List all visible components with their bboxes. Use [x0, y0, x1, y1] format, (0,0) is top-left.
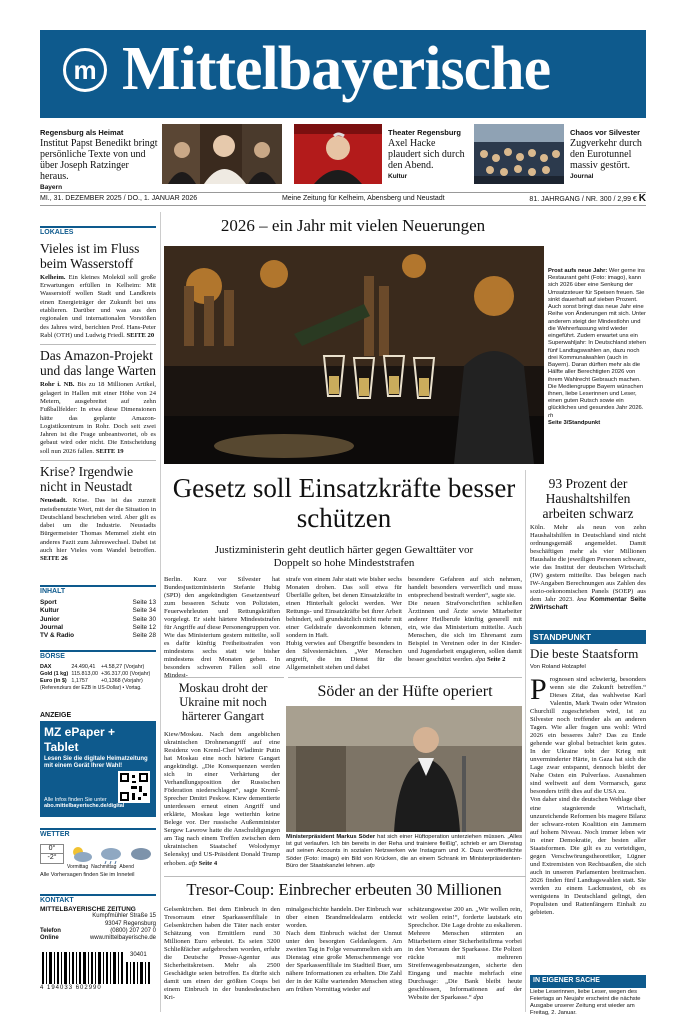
boerse-note: (Referenzkurs der EZB in US-Dollar) • Vortag.: [40, 685, 142, 692]
standpunkt-title[interactable]: Die beste Staatsform: [530, 646, 639, 661]
contact-phone: Telefon (0800) 207 207 0: [40, 928, 156, 935]
teaser-section: Bayern: [40, 184, 63, 192]
cloud-icon: [128, 844, 154, 864]
lokal-2-title[interactable]: Das Amazon-Projekt und das lange Warten: [40, 348, 157, 379]
tagline: Meine Zeitung für Kelheim, Abensberg und Neustadt: [281, 194, 445, 202]
main-col-1: Berlin. Kurz vor Silvester hat Bundesjustizministerin Stefanie Hubig (SPD) den angekündigten Gesetzentwurf zum besseren Schutz von Polizisten, Feuerwehrleuten und Rettungskräften vorgelegt. Er sieht härtere Mindeststrafen für Angriffe auf diese Personengruppen vor. Wie das Ministerium gestern mitteilte, soll es dafür künftig Freiheitsstrafen von mindestens sechs statt wie bisher mindestens drei Monaten geben. In besonders schweren Fällen soll eine Mindest-: [164, 576, 280, 680]
weather-title: WETTER: [40, 828, 156, 840]
weather-note: Alle Vorhersagen finden Sie im Inneteil: [40, 871, 135, 878]
epaper-ad[interactable]: [40, 721, 156, 817]
dropcap: P: [530, 673, 547, 706]
teaser-title: Zugverkehr durch den Eurotunnel massiv gestört.: [570, 138, 642, 172]
weather-row: [40, 844, 156, 864]
side-headline[interactable]: 93 Prozent der Haushaltshilfen arbeiten schwarz: [542, 476, 634, 522]
soeder-headline[interactable]: Söder an der Hüfte operiert: [317, 683, 493, 700]
standpunkt-label: STANDPUNKT: [530, 630, 646, 644]
side-text: Köln. Mehr als neun von zehn Haushaltshilfen in Deutschland sind nicht ordnungsgemäß angemeldet. Damit beschäftigen mehr als vier Millionen Haushalte die jeweiligen Personen schwarz, wie das Institut der deutschen Wirtschaft (IW) gestern mitteilte. Das belegen nach IW-Angaben Berechnungen aus Zahlen des sozio-oekonomischen Panels (SOEP) aus dem Jahr 2023. kna Kommentar Seite 2/Wirtschaft: [530, 524, 646, 612]
teaser-section: Kultur: [388, 173, 408, 181]
lokal-2-text: Rohr i. NB. Bis zu 18 Millionen Artikel, gelagert in Hallen mit einer Höhe von 24 Metern, ausgebreitet auf zehn Fußballfelder: In etwa diese Dimensionen hätte das geplante Amazon-Logistikzentrum in Rohr. Doch seit zwei Jahren ist die Frage unbeantwortet, ob es gebaut wird oder nicht. Die Entscheidung soll nun 2026 fallen. SEITE 19: [40, 381, 156, 455]
issue-date: MI., 31. DEZEMBER 2025 / DO., 1. JANUAR 2026: [40, 194, 198, 202]
teaser-1-photo[interactable]: [162, 124, 282, 184]
main-subhead: Justizministerin geht deutlich härter gegen Gewalttäter vor Doppelt so hohe Mindeststrafen: [214, 544, 474, 570]
ad-title: MZ ePaper + Tablet: [44, 725, 116, 754]
inhalt-row[interactable]: Journal Seite 12: [40, 624, 156, 632]
contact-box: [40, 894, 156, 943]
main-col-3: besondere Gefahren auf sich nehmen, handelt besonders verwerflich und muss entsprechend bestraft werden“, sagte sie. Die neuen Strafvorschriften schließen Ärztinnen und Ärzte sowie Mitarbeiter anderer Heilberufe künftig generell mit ein, wie das Ministerium mitteilte. Auch Menschen, die sich im Ehrenamt zum Beispiel in Vereinen oder in der Kinder- und Jugendarbeit engagieren, sollen damit besser geschützt werden. dpa Seite 2: [408, 576, 522, 664]
section-label-lokales: LOKALES: [40, 226, 156, 238]
weather-labels: Vormittag Nachmittag Abend: [67, 863, 134, 870]
teaser-title: Axel Hacke plaudert sich durch den Abend.: [388, 138, 465, 172]
main-headline[interactable]: Gesetz soll Einsatzkräfte besser schützen: [172, 473, 516, 533]
standpunkt-text: Prognosen sind schwierig, besonders wenn sie die Zukunft betreffen.“ Dieses Zitat, das wahlweise Karl Valentin, Mark Twain oder Winston Churchill zugeschrieben wird, ist zu Silvester noch treffender als an anderen Tagen. Wie aller fragen uns wohl: Wird 2026 ein besseres Jahr? Das zu Ende gehende war global betrachtet kein gutes. In der Ukraine tobt der Krieg mit unverminderter Härte, in Gaza hat sich die Lage zwar entspannt, dennoch bleibt der Nahe Osten ein Pulverfass. Ausnahmen sind weltweit auf dem Vormarsch, ganz besonders trifft dies auf die USA zu. Von daher sind die deutschen Wehlage über eine stagnierende Wirtschaft, unzureichende Reformen bis magere Bilanz der schwarz-roten Koalition ein Jammern auf hohem Niveau. Noch immer leben wir in einer Demokratie, der besten aller Staatsformen. Die gilt es zu verteidigen, gegen Verschwörungstheoretiker, Lügner und Extremisten von Rechtsaußen, die sich auch in unseren Parlamenten breitmachen. 2026 finden fünf Landtagswahlen statt. Sie werden zu einem Lackmustest, ob es wenigstens in Deutschland gelingt, den Populisten und Rattenfängern Einhalt zu gebieten.: [530, 673, 646, 916]
logo-icon[interactable]: m: [63, 48, 107, 92]
inhalt-row[interactable]: Sport Seite 13: [40, 598, 156, 606]
tresor-headline[interactable]: Tresor-Coup: Einbrecher erbeuten 30 Millionen: [186, 880, 502, 899]
inhalt-title: INHALT: [40, 585, 156, 597]
teaser-kicker: Theater Regensburg: [388, 128, 461, 137]
ukraine-text: Kiew/Moskau. Nach dem angeblichen ukrainischen Drohnenangriff auf eine Residenz von Kreml-Chef Wladimir Putin hat Moskau eine noch härtere Gangart angekündigt. „Die Konsequenzen werden sich in einer Verhärtung der Verhandlungsposition der Russischen Föderation niederschlagen“, sagte Kreml-Sprecher Dmitri Peskow. Kiew dementierte unterdessen erneut einen Angriff und erklärte, Moskau lege weiterhin keine Belege vor. Der russische Außenminister Sergew Lawrow hatte die Anschuldigungen am Tag nach einem Treffen zwischen dem ukrainischen Staatschef Wolodymyr Selenskyj und US-Präsident Donald Trump erhoben. afp Seite 4: [164, 731, 280, 867]
ad-url[interactable]: abo.mittelbayerische.de/digital: [44, 803, 125, 810]
standpunkt-author: Von Roland Holzapfel: [530, 664, 586, 670]
teaser-title: Institut Papst Benedikt bringt persönliche Texte von und über Joseph Ratzinger heraus.: [40, 138, 158, 183]
inhalt-row[interactable]: TV & Radio Seite 28: [40, 632, 156, 640]
tresor-col-3: schätzungsweise 200 an. „Wir wollen rein, wir wollen rein!“, forderte lautstark ein Sprechchor. Die Lage drohte zu eskalieren. Mehrere Menschen stürmten an Mitarbeitern einer Sicherheitsfirma vorbei in den Vorraum der Sparkasse. Die Polizei rückte mit mehreren Streifenwagenbesatzungen, sicherte den Eingang und machte mehrfach eine Durchsage: „Die Bank bleibt heute geschlossen, Informationen auf der Website der Sparkasse.“ dpa: [408, 906, 522, 1002]
teaser-kicker: Regensburg als Heimat: [40, 128, 124, 137]
boerse-box: [40, 650, 156, 691]
weather-box: [40, 828, 156, 878]
boerse-title: BÖRSE: [40, 650, 156, 662]
teaser-kicker: Chaos vor Silvester: [570, 128, 641, 137]
inhalt-row[interactable]: Junior Seite 30: [40, 615, 156, 623]
inhalt-table: [40, 599, 156, 641]
lokal-1-text: Kelheim. Ein kleines Molekül soll große Erwartungen erfüllen in Kelheim: Mit Wasserstoff wollen Stadt und Landkreis einen Energieträger der Zukunft bei uns etablieren. Darüber und was aus den regionalen und internationalen Vorstößen des Jahres wird, berichten Prof. Hans-Peter Rabl (OTH) und Ludwig Friedl. SEITE 20: [40, 273, 157, 339]
ad-info: Alle Infos finden Sie unter: [44, 796, 107, 803]
qr-code-icon[interactable]: [118, 771, 150, 803]
column-divider: [160, 212, 161, 1012]
tresor-col-1: Gelsenkirchen. Bei dem Einbruch in den Tresorraum einer Sparkassenfiliale in Gelsenkirchen haben die Täter nach erster Schätzung von Ermittlern rund 30 Millionen Euro erbeutet. Es seien 3200 Schließfächer aufgebrochen worden, erfuhr die Deutsche Presse-Agentur aus Sicherheitskreisen. Mehr als 2500 Geschädigte seien betroffen. Es dürfte sich damit um einen der größten Coups bei einem Einbruch in der bundesdeutschen Kri-: [164, 906, 280, 1002]
lead-caption: Prost aufs neue Jahr: Wer gerne ins Restaurant geht (Foto: imago), kann sich 2026 über eine Senkung der Umsatzsteuer für Speisen freuen. Sie sinkt dauerhaft auf sieben Prozent. Auch sonst bringt das neue Jahr eine Reihe von Änderungen mit sich. Unter anderem steigt der Mindestlohn und die Wehrerfassung wird wieder eingeführt. Zudem erwartet uns ein Superwahljahr: In Deutschland stehen fünf Landtagswahlen an, dazu noch drei Kommunalwahlen (auch in Bayern). Daran dürften mehr als die Hälfte aller Berechtigten 2026 von ihrem Wahlrecht Gebrauch machen. Die Mediengruppe Bayern wünschen ihnen, liebe Leserinnen und Leser, einen guten Rutsch sowie ein glückliches und gesundes Jahr 2026. rh Seite 3/Standpunkt: [548, 268, 646, 426]
teaser-section: Journal: [570, 173, 594, 181]
dateline: [40, 192, 646, 206]
ad-subtitle: Lesen Sie die digitale Heimatzeitung mit einem Gerät Ihrer Wahl!: [44, 756, 148, 770]
boerse-row: Euro (in $) 1,1757 +0,1368 (Vorjahr): [40, 678, 143, 685]
teaser-2[interactable]: [388, 128, 470, 181]
lead-ref[interactable]: Seite 3/Standpunkt: [548, 419, 601, 426]
ukraine-headline[interactable]: Moskau droht der Ukraine mit noch härterer Gangart: [178, 681, 268, 723]
divider: [164, 677, 284, 678]
soeder-photo[interactable]: [286, 706, 522, 832]
boerse-table: [40, 664, 156, 686]
contact-online[interactable]: Online www.mittelbayerische.de: [40, 935, 156, 942]
inhalt-row[interactable]: Kultur Seite 34: [40, 607, 156, 615]
lead-photo[interactable]: [164, 246, 544, 464]
contact-city: 93047 Regensburg: [104, 920, 156, 927]
barcode-digits: 4 194033 602990: [40, 985, 102, 991]
soeder-caption: Ministerpräsident Markus Söder hat sich einer Hüftoperation unterziehen müssen. „Alles ist gut verlaufen. Ich bin bereits in der Reha und trainiere fleißig“, schrieb er am Dienstag auf seinen Accounts in sozialen Netzwerken wie Instagram und X. Dazu veröffentlichte Söder (Foto: imago) ein Bild von Krücken, die an einem Schrank im Ministerpräsidenten-Büro der Staatskanzlei lehnen. afp: [286, 834, 522, 869]
issue-number: 81. JAHRGANG / NR. 300 / 2,99 € K: [529, 192, 646, 204]
main-col-2: strafe von einem Jahr statt wie bisher sechs Monaten drohen. Das soll etwa für Überfälle gelten, bei denen Einsatzkräfte in einen Hinterhalt gelockt werden. Wer Rettungs- und Einsatzkräfte bei ihrer Arbeit behindert, soll grundsätzlich nicht mehr mit einer Geldstrafe davonkommen können, sondern in Haft. Hubig verwies auf Übergriffe besonders in den Silvesternächten. „Wer Menschen angreift, die im Dienst für die Allgemeinheit stehen und dabei: [286, 576, 402, 672]
left-column: [40, 226, 156, 564]
eigene-label: IN EIGENER SACHE: [530, 975, 646, 988]
teaser-3-photo[interactable]: [474, 124, 564, 184]
contact-org: MITTELBAYERISCHE ZEITUNG: [40, 905, 136, 913]
cloud-icon: [98, 844, 124, 864]
divider: [288, 677, 522, 678]
boerse-row: Gold (1 kg) 115.813,00 +36.317,00 (Vorjahr): [40, 671, 151, 678]
lokal-3-title[interactable]: Krise? Irgendwie nicht in Neustadt: [40, 464, 134, 495]
teaser-1[interactable]: [40, 128, 158, 192]
contact-title: KONTAKT: [40, 894, 156, 906]
lokal-1-title[interactable]: Vieles ist im Fluss beim Wasserstoff: [40, 240, 140, 271]
tresor-col-2: minalgeschichte handeln. Der Einbruch war über einen Brandmeldealarm entdeckt worden. Nach dem Einbruch wächst der Unmut unter den besorgten Geldanlegern. Am zweiten Tag in Folge versammelten sich am Dienstag eine große Menschenmenge vor der Sparkassenfiliale im Stadtteil Buer, um nähere Informationen zu erhalten. Die Zahl der in der Kälte wartenden Menschen stieg am frühen Vormittag wieder auf: [286, 906, 402, 994]
sun-cloud-icon: [68, 844, 94, 864]
lokal-3-text: Neustadt. Krise. Das ist das zurzeit meistbenutzte Wort, mit der die Situation in Deutschland beschrieben wird. Aber gilt es dabei um die Industrie. Neustadts Bürgermeister Thomas Memmel zieht ein anderes Fazit zum Jahreswechsel. Dabei ist auch hier Vieles vom Wandel betroffen. SEITE 26: [40, 497, 156, 563]
divider: [164, 876, 526, 877]
barcode-number: 30401: [130, 952, 147, 958]
lead-headline[interactable]: 2026 – ein Jahr mit vielen Neuerungen: [220, 216, 486, 235]
eigene-text: Liebe Leserinnen, liebe Leser, wegen des Feiertags an Neujahr erscheint die nächste Ausgabe unserer Zeitung erst wieder am Freitag, 2. Januar.: [530, 989, 641, 1017]
contact-address: Kumpfmühler Straße 15: [92, 913, 156, 920]
masthead-title[interactable]: Mittelbayerische: [122, 35, 551, 103]
inhalt-box: [40, 585, 156, 641]
column-divider: [525, 470, 526, 1012]
teaser-3[interactable]: [570, 128, 646, 181]
anzeige-label: ANZEIGE: [40, 712, 72, 719]
barcode: [40, 952, 156, 994]
boerse-row: DAX 24.490,41 +4.58,27 (Vorjahr): [40, 663, 145, 670]
teaser-2-photo[interactable]: [294, 124, 382, 184]
weather-temps: 0° -2°: [40, 844, 64, 864]
